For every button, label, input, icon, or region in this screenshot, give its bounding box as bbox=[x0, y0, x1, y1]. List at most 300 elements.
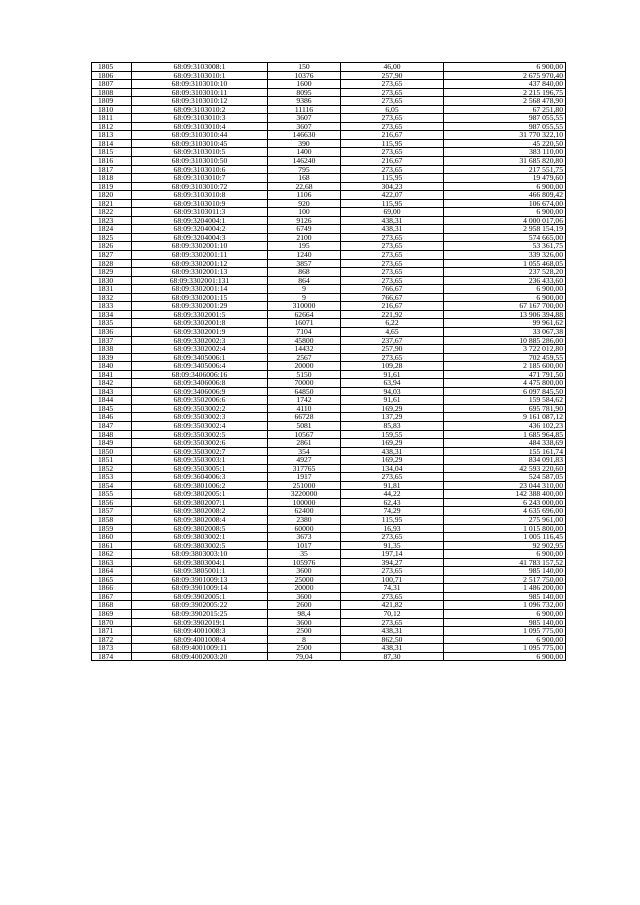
row-number-cell: 1851 bbox=[92, 456, 132, 465]
rate-cell: 85,83 bbox=[341, 421, 444, 430]
rate-cell: 115,95 bbox=[341, 139, 444, 148]
rate-cell: 862,50 bbox=[341, 635, 444, 644]
cadastral-number-cell: 68:09:3103010:45 bbox=[132, 139, 268, 148]
cadastral-number-cell: 68:09:3406006:9 bbox=[132, 387, 268, 396]
table-row bbox=[92, 319, 566, 328]
cadastral-number-cell: 68:09:3802008:5 bbox=[132, 524, 268, 533]
cadastral-number-cell: 68:09:3802008:2 bbox=[132, 507, 268, 516]
area-cell: 25000 bbox=[268, 575, 341, 584]
value-cell: 524 587,05 bbox=[444, 473, 566, 482]
area-cell: 20000 bbox=[268, 362, 341, 371]
area-cell: 3857 bbox=[268, 259, 341, 268]
area-cell: 45800 bbox=[268, 336, 341, 345]
row-number-cell: 1866 bbox=[92, 584, 132, 593]
row-number-cell: 1857 bbox=[92, 507, 132, 516]
area-cell: 2567 bbox=[268, 353, 341, 362]
row-number-cell: 1852 bbox=[92, 464, 132, 473]
area-cell: 100 bbox=[268, 208, 341, 217]
row-number-cell: 1865 bbox=[92, 575, 132, 584]
table-row bbox=[92, 191, 566, 200]
cadastral-number-cell: 68:09:3204004:1 bbox=[132, 216, 268, 225]
cadastral-number-cell: 68:09:3406006:16 bbox=[132, 370, 268, 379]
table-row bbox=[92, 396, 566, 405]
row-number-cell: 1862 bbox=[92, 550, 132, 559]
cadastral-number-cell: 68:09:3302001:13 bbox=[132, 268, 268, 277]
area-cell: 14432 bbox=[268, 345, 341, 354]
cadastral-number-cell: 68:09:3103010:44 bbox=[132, 131, 268, 140]
value-cell: 2 185 600,00 bbox=[444, 362, 566, 371]
value-cell: 9 161 087,12 bbox=[444, 413, 566, 422]
rate-cell: 422,07 bbox=[341, 191, 444, 200]
rate-cell: 4,65 bbox=[341, 327, 444, 336]
row-number-cell: 1850 bbox=[92, 447, 132, 456]
area-cell: 10567 bbox=[268, 430, 341, 439]
cadastral-number-cell: 68:09:3901009:13 bbox=[132, 575, 268, 584]
area-cell: 2500 bbox=[268, 644, 341, 653]
row-number-cell: 1845 bbox=[92, 404, 132, 413]
cadastral-number-cell: 68:09:3901009:14 bbox=[132, 584, 268, 593]
row-number-cell: 1870 bbox=[92, 618, 132, 627]
value-cell: 4 475 800,00 bbox=[444, 379, 566, 388]
area-cell: 1106 bbox=[268, 191, 341, 200]
area-cell: 5081 bbox=[268, 421, 341, 430]
cadastral-number-cell: 68:09:3302001:14 bbox=[132, 285, 268, 294]
rate-cell: 16,93 bbox=[341, 524, 444, 533]
cadastral-number-cell: 68:09:3103010:10 bbox=[132, 80, 268, 89]
table-row bbox=[92, 404, 566, 413]
area-cell: 317765 bbox=[268, 464, 341, 473]
value-cell: 2 675 970,40 bbox=[444, 71, 566, 80]
rate-cell: 273,65 bbox=[341, 88, 444, 97]
row-number-cell: 1812 bbox=[92, 122, 132, 131]
value-cell: 702 459,55 bbox=[444, 353, 566, 362]
cadastral-number-cell: 68:09:3302002:4 bbox=[132, 345, 268, 354]
table-row bbox=[92, 379, 566, 388]
cadastral-number-cell: 68:09:3405006:4 bbox=[132, 362, 268, 371]
row-number-cell: 1814 bbox=[92, 139, 132, 148]
rate-cell: 273,65 bbox=[341, 148, 444, 157]
area-cell: 3220000 bbox=[268, 490, 341, 499]
table-row bbox=[92, 652, 566, 661]
table-row bbox=[92, 131, 566, 140]
value-cell: 985 140,00 bbox=[444, 618, 566, 627]
value-cell: 339 326,00 bbox=[444, 251, 566, 260]
rate-cell: 87,30 bbox=[341, 652, 444, 661]
value-cell: 1 096 732,00 bbox=[444, 601, 566, 610]
row-number-cell: 1841 bbox=[92, 370, 132, 379]
table-body bbox=[92, 63, 566, 661]
cadastral-number-cell: 68:09:3503002:3 bbox=[132, 413, 268, 422]
row-number-cell: 1868 bbox=[92, 601, 132, 610]
table-row bbox=[92, 447, 566, 456]
area-cell: 62664 bbox=[268, 310, 341, 319]
row-number-cell: 1855 bbox=[92, 490, 132, 499]
area-cell: 60000 bbox=[268, 524, 341, 533]
area-cell: 2861 bbox=[268, 439, 341, 448]
row-number-cell: 1846 bbox=[92, 413, 132, 422]
value-cell: 1 005 116,45 bbox=[444, 533, 566, 542]
row-number-cell: 1831 bbox=[92, 285, 132, 294]
area-cell: 195 bbox=[268, 242, 341, 251]
cadastral-number-cell: 68:09:3503002:4 bbox=[132, 421, 268, 430]
cadastral-number-cell: 68:09:3302001:8 bbox=[132, 319, 268, 328]
table-row bbox=[92, 97, 566, 106]
table-row bbox=[92, 174, 566, 183]
area-cell: 3600 bbox=[268, 567, 341, 576]
rate-cell: 304,23 bbox=[341, 182, 444, 191]
table-row bbox=[92, 558, 566, 567]
rate-cell: 134,04 bbox=[341, 464, 444, 473]
rate-cell: 169,29 bbox=[341, 439, 444, 448]
cadastral-number-cell: 68:09:3902019:1 bbox=[132, 618, 268, 627]
table-row bbox=[92, 251, 566, 260]
value-cell: 159 584,62 bbox=[444, 396, 566, 405]
row-number-cell: 1807 bbox=[92, 80, 132, 89]
table-row bbox=[92, 490, 566, 499]
rate-cell: 257,90 bbox=[341, 345, 444, 354]
value-cell: 6 900,00 bbox=[444, 610, 566, 619]
table-row bbox=[92, 208, 566, 217]
table-row bbox=[92, 63, 566, 72]
rate-cell: 273,65 bbox=[341, 268, 444, 277]
area-cell: 920 bbox=[268, 199, 341, 208]
cadastral-number-cell: 68:09:3802007:1 bbox=[132, 498, 268, 507]
area-cell: 3607 bbox=[268, 122, 341, 131]
rate-cell: 109,28 bbox=[341, 362, 444, 371]
cadastral-number-cell: 68:09:3103010:12 bbox=[132, 97, 268, 106]
rate-cell: 74,29 bbox=[341, 507, 444, 516]
value-cell: 6 900,00 bbox=[444, 208, 566, 217]
row-number-cell: 1816 bbox=[92, 157, 132, 166]
rate-cell: 394,27 bbox=[341, 558, 444, 567]
row-number-cell: 1827 bbox=[92, 251, 132, 260]
cadastral-number-cell: 68:09:3801006:2 bbox=[132, 481, 268, 490]
value-cell: 155 161,74 bbox=[444, 447, 566, 456]
rate-cell: 766,67 bbox=[341, 285, 444, 294]
area-cell: 150 bbox=[268, 63, 341, 72]
area-cell: 795 bbox=[268, 165, 341, 174]
area-cell: 2600 bbox=[268, 601, 341, 610]
row-number-cell: 1833 bbox=[92, 302, 132, 311]
table-row bbox=[92, 481, 566, 490]
row-number-cell: 1835 bbox=[92, 319, 132, 328]
row-number-cell: 1858 bbox=[92, 515, 132, 524]
row-number-cell: 1836 bbox=[92, 327, 132, 336]
table-row bbox=[92, 268, 566, 277]
value-cell: 31 685 820,80 bbox=[444, 157, 566, 166]
area-cell: 9386 bbox=[268, 97, 341, 106]
area-cell: 3673 bbox=[268, 533, 341, 542]
rate-cell: 766,67 bbox=[341, 293, 444, 302]
rate-cell: 273,65 bbox=[341, 276, 444, 285]
rate-cell: 6,05 bbox=[341, 105, 444, 114]
value-cell: 33 067,38 bbox=[444, 327, 566, 336]
cadastral-number-cell: 68:09:3503002:5 bbox=[132, 430, 268, 439]
row-number-cell: 1830 bbox=[92, 276, 132, 285]
cadastral-number-cell: 68:09:3902005:1 bbox=[132, 592, 268, 601]
area-cell: 9126 bbox=[268, 216, 341, 225]
value-cell: 6 900,00 bbox=[444, 635, 566, 644]
cadastral-number-cell: 68:09:3503002:2 bbox=[132, 404, 268, 413]
rate-cell: 237,67 bbox=[341, 336, 444, 345]
area-cell: 1600 bbox=[268, 80, 341, 89]
rate-cell: 91,81 bbox=[341, 481, 444, 490]
row-number-cell: 1874 bbox=[92, 652, 132, 661]
area-cell: 22,68 bbox=[268, 182, 341, 191]
table-row bbox=[92, 524, 566, 533]
table-row bbox=[92, 122, 566, 131]
value-cell: 695 781,90 bbox=[444, 404, 566, 413]
row-number-cell: 1834 bbox=[92, 310, 132, 319]
value-cell: 1 095 775,00 bbox=[444, 627, 566, 636]
cadastral-number-cell: 68:09:3103010:8 bbox=[132, 191, 268, 200]
row-number-cell: 1854 bbox=[92, 481, 132, 490]
cadastral-number-cell: 68:09:3302002:3 bbox=[132, 336, 268, 345]
table-row bbox=[92, 413, 566, 422]
value-cell: 2 568 478,90 bbox=[444, 97, 566, 106]
area-cell: 11116 bbox=[268, 105, 341, 114]
row-number-cell: 1805 bbox=[92, 63, 132, 72]
table-row bbox=[92, 139, 566, 148]
area-cell: 105976 bbox=[268, 558, 341, 567]
rate-cell: 273,65 bbox=[341, 165, 444, 174]
table-row bbox=[92, 276, 566, 285]
area-cell: 10376 bbox=[268, 71, 341, 80]
row-number-cell: 1863 bbox=[92, 558, 132, 567]
row-number-cell: 1829 bbox=[92, 268, 132, 277]
table-row bbox=[92, 216, 566, 225]
row-number-cell: 1839 bbox=[92, 353, 132, 362]
table-row bbox=[92, 421, 566, 430]
value-cell: 383 110,00 bbox=[444, 148, 566, 157]
table-row bbox=[92, 105, 566, 114]
area-cell: 5150 bbox=[268, 370, 341, 379]
table-row bbox=[92, 430, 566, 439]
area-cell: 8095 bbox=[268, 88, 341, 97]
value-cell: 6 097 845,50 bbox=[444, 387, 566, 396]
rate-cell: 273,65 bbox=[341, 251, 444, 260]
cadastral-number-cell: 68:09:3103010:7 bbox=[132, 174, 268, 183]
rate-cell: 421,82 bbox=[341, 601, 444, 610]
value-cell: 99 961,62 bbox=[444, 319, 566, 328]
rate-cell: 115,95 bbox=[341, 515, 444, 524]
value-cell: 3 722 012,80 bbox=[444, 345, 566, 354]
row-number-cell: 1842 bbox=[92, 379, 132, 388]
row-number-cell: 1808 bbox=[92, 88, 132, 97]
table-row bbox=[92, 165, 566, 174]
row-number-cell: 1860 bbox=[92, 533, 132, 542]
cadastral-number-cell: 68:09:3103010:3 bbox=[132, 114, 268, 123]
rate-cell: 46,00 bbox=[341, 63, 444, 72]
rate-cell: 273,65 bbox=[341, 353, 444, 362]
row-number-cell: 1806 bbox=[92, 71, 132, 80]
value-cell: 2 517 750,00 bbox=[444, 575, 566, 584]
area-cell: 6749 bbox=[268, 225, 341, 234]
table-row bbox=[92, 439, 566, 448]
row-number-cell: 1819 bbox=[92, 182, 132, 191]
row-number-cell: 1832 bbox=[92, 293, 132, 302]
rate-cell: 70,12 bbox=[341, 610, 444, 619]
row-number-cell: 1825 bbox=[92, 233, 132, 242]
cadastral-number-cell: 68:09:3803003:10 bbox=[132, 550, 268, 559]
table-row bbox=[92, 533, 566, 542]
area-cell: 251000 bbox=[268, 481, 341, 490]
row-number-cell: 1826 bbox=[92, 242, 132, 251]
area-cell: 16071 bbox=[268, 319, 341, 328]
cadastral-number-cell: 68:09:3204004:3 bbox=[132, 233, 268, 242]
row-number-cell: 1810 bbox=[92, 105, 132, 114]
area-cell: 66728 bbox=[268, 413, 341, 422]
table-row bbox=[92, 302, 566, 311]
table-row bbox=[92, 336, 566, 345]
value-cell: 437 840,00 bbox=[444, 80, 566, 89]
rate-cell: 273,65 bbox=[341, 592, 444, 601]
value-cell: 275 961,00 bbox=[444, 515, 566, 524]
cadastral-value-table bbox=[91, 62, 566, 661]
table-row bbox=[92, 80, 566, 89]
area-cell: 2500 bbox=[268, 627, 341, 636]
value-cell: 6 900,00 bbox=[444, 182, 566, 191]
cadastral-number-cell: 68:09:3406006:8 bbox=[132, 379, 268, 388]
rate-cell: 273,65 bbox=[341, 233, 444, 242]
rate-cell: 273,65 bbox=[341, 618, 444, 627]
row-number-cell: 1873 bbox=[92, 644, 132, 653]
cadastral-number-cell: 68:09:4002003:20 bbox=[132, 652, 268, 661]
table-row bbox=[92, 242, 566, 251]
rate-cell: 438,31 bbox=[341, 627, 444, 636]
rate-cell: 257,90 bbox=[341, 71, 444, 80]
area-cell: 146240 bbox=[268, 157, 341, 166]
area-cell: 2380 bbox=[268, 515, 341, 524]
rate-cell: 216,67 bbox=[341, 302, 444, 311]
rate-cell: 6,22 bbox=[341, 319, 444, 328]
row-number-cell: 1815 bbox=[92, 148, 132, 157]
cadastral-number-cell: 68:09:3302001:10 bbox=[132, 242, 268, 251]
cadastral-number-cell: 68:09:3103010:6 bbox=[132, 165, 268, 174]
table-row bbox=[92, 310, 566, 319]
rate-cell: 94,03 bbox=[341, 387, 444, 396]
cadastral-number-cell: 68:09:3103010:4 bbox=[132, 122, 268, 131]
row-number-cell: 1820 bbox=[92, 191, 132, 200]
value-cell: 4 635 696,00 bbox=[444, 507, 566, 516]
area-cell: 864 bbox=[268, 276, 341, 285]
area-cell: 310000 bbox=[268, 302, 341, 311]
table-row bbox=[92, 456, 566, 465]
cadastral-number-cell: 68:09:3204004:2 bbox=[132, 225, 268, 234]
table-row bbox=[92, 157, 566, 166]
value-cell: 2 215 196,75 bbox=[444, 88, 566, 97]
table-row bbox=[92, 345, 566, 354]
value-cell: 6 900,00 bbox=[444, 63, 566, 72]
row-number-cell: 1821 bbox=[92, 199, 132, 208]
area-cell: 390 bbox=[268, 139, 341, 148]
cadastral-number-cell: 68:09:3604006:3 bbox=[132, 473, 268, 482]
cadastral-number-cell: 68:09:3803002:1 bbox=[132, 533, 268, 542]
value-cell: 1 685 964,85 bbox=[444, 430, 566, 439]
table-row bbox=[92, 515, 566, 524]
value-cell: 987 055,55 bbox=[444, 114, 566, 123]
cadastral-number-cell: 68:09:3803004:1 bbox=[132, 558, 268, 567]
area-cell: 100000 bbox=[268, 498, 341, 507]
rate-cell: 63,94 bbox=[341, 379, 444, 388]
rate-cell: 74,31 bbox=[341, 584, 444, 593]
rate-cell: 115,95 bbox=[341, 174, 444, 183]
cadastral-number-cell: 68:09:3103008:1 bbox=[132, 63, 268, 72]
area-cell: 168 bbox=[268, 174, 341, 183]
value-cell: 466 809,42 bbox=[444, 191, 566, 200]
area-cell: 8 bbox=[268, 635, 341, 644]
rate-cell: 216,67 bbox=[341, 157, 444, 166]
value-cell: 985 140,00 bbox=[444, 592, 566, 601]
cadastral-number-cell: 68:09:4001008:3 bbox=[132, 627, 268, 636]
value-cell: 6 243 000,00 bbox=[444, 498, 566, 507]
row-number-cell: 1811 bbox=[92, 114, 132, 123]
row-number-cell: 1848 bbox=[92, 430, 132, 439]
row-number-cell: 1847 bbox=[92, 421, 132, 430]
table-row bbox=[92, 618, 566, 627]
value-cell: 237 528,20 bbox=[444, 268, 566, 277]
value-cell: 236 433,60 bbox=[444, 276, 566, 285]
value-cell: 67 251,80 bbox=[444, 105, 566, 114]
value-cell: 19 479,60 bbox=[444, 174, 566, 183]
value-cell: 13 906 394,88 bbox=[444, 310, 566, 319]
rate-cell: 69,00 bbox=[341, 208, 444, 217]
cadastral-number-cell: 68:09:3103010:9 bbox=[132, 199, 268, 208]
rate-cell: 159,55 bbox=[341, 430, 444, 439]
rate-cell: 44,22 bbox=[341, 490, 444, 499]
rate-cell: 91,61 bbox=[341, 396, 444, 405]
row-number-cell: 1849 bbox=[92, 439, 132, 448]
value-cell: 471 791,50 bbox=[444, 370, 566, 379]
value-cell: 4 000 017,06 bbox=[444, 216, 566, 225]
table-row bbox=[92, 592, 566, 601]
rate-cell: 273,65 bbox=[341, 242, 444, 251]
area-cell: 1240 bbox=[268, 251, 341, 260]
value-cell: 31 770 322,10 bbox=[444, 131, 566, 140]
rate-cell: 273,65 bbox=[341, 259, 444, 268]
cadastral-number-cell: 68:09:3802005:1 bbox=[132, 490, 268, 499]
row-number-cell: 1813 bbox=[92, 131, 132, 140]
value-cell: 987 055,55 bbox=[444, 122, 566, 131]
row-number-cell: 1861 bbox=[92, 541, 132, 550]
area-cell: 146630 bbox=[268, 131, 341, 140]
table-row bbox=[92, 233, 566, 242]
value-cell: 436 102,23 bbox=[444, 421, 566, 430]
value-cell: 1 015 800,00 bbox=[444, 524, 566, 533]
cadastral-number-cell: 68:09:4001008:4 bbox=[132, 635, 268, 644]
value-cell: 92 902,95 bbox=[444, 541, 566, 550]
table-row bbox=[92, 507, 566, 516]
value-cell: 142 388 400,00 bbox=[444, 490, 566, 499]
area-cell: 64850 bbox=[268, 387, 341, 396]
table-row bbox=[92, 114, 566, 123]
rate-cell: 273,65 bbox=[341, 567, 444, 576]
cadastral-number-cell: 68:09:3503002:6 bbox=[132, 439, 268, 448]
value-cell: 1 486 200,00 bbox=[444, 584, 566, 593]
area-cell: 20000 bbox=[268, 584, 341, 593]
row-number-cell: 1822 bbox=[92, 208, 132, 217]
row-number-cell: 1843 bbox=[92, 387, 132, 396]
cadastral-number-cell: 68:09:3902015:25 bbox=[132, 610, 268, 619]
row-number-cell: 1828 bbox=[92, 259, 132, 268]
cadastral-number-cell: 68:09:3103011:3 bbox=[132, 208, 268, 217]
value-cell: 23 044 310,00 bbox=[444, 481, 566, 490]
rate-cell: 197,14 bbox=[341, 550, 444, 559]
row-number-cell: 1837 bbox=[92, 336, 132, 345]
area-cell: 62400 bbox=[268, 507, 341, 516]
cadastral-number-cell: 68:09:3503002:7 bbox=[132, 447, 268, 456]
row-number-cell: 1872 bbox=[92, 635, 132, 644]
